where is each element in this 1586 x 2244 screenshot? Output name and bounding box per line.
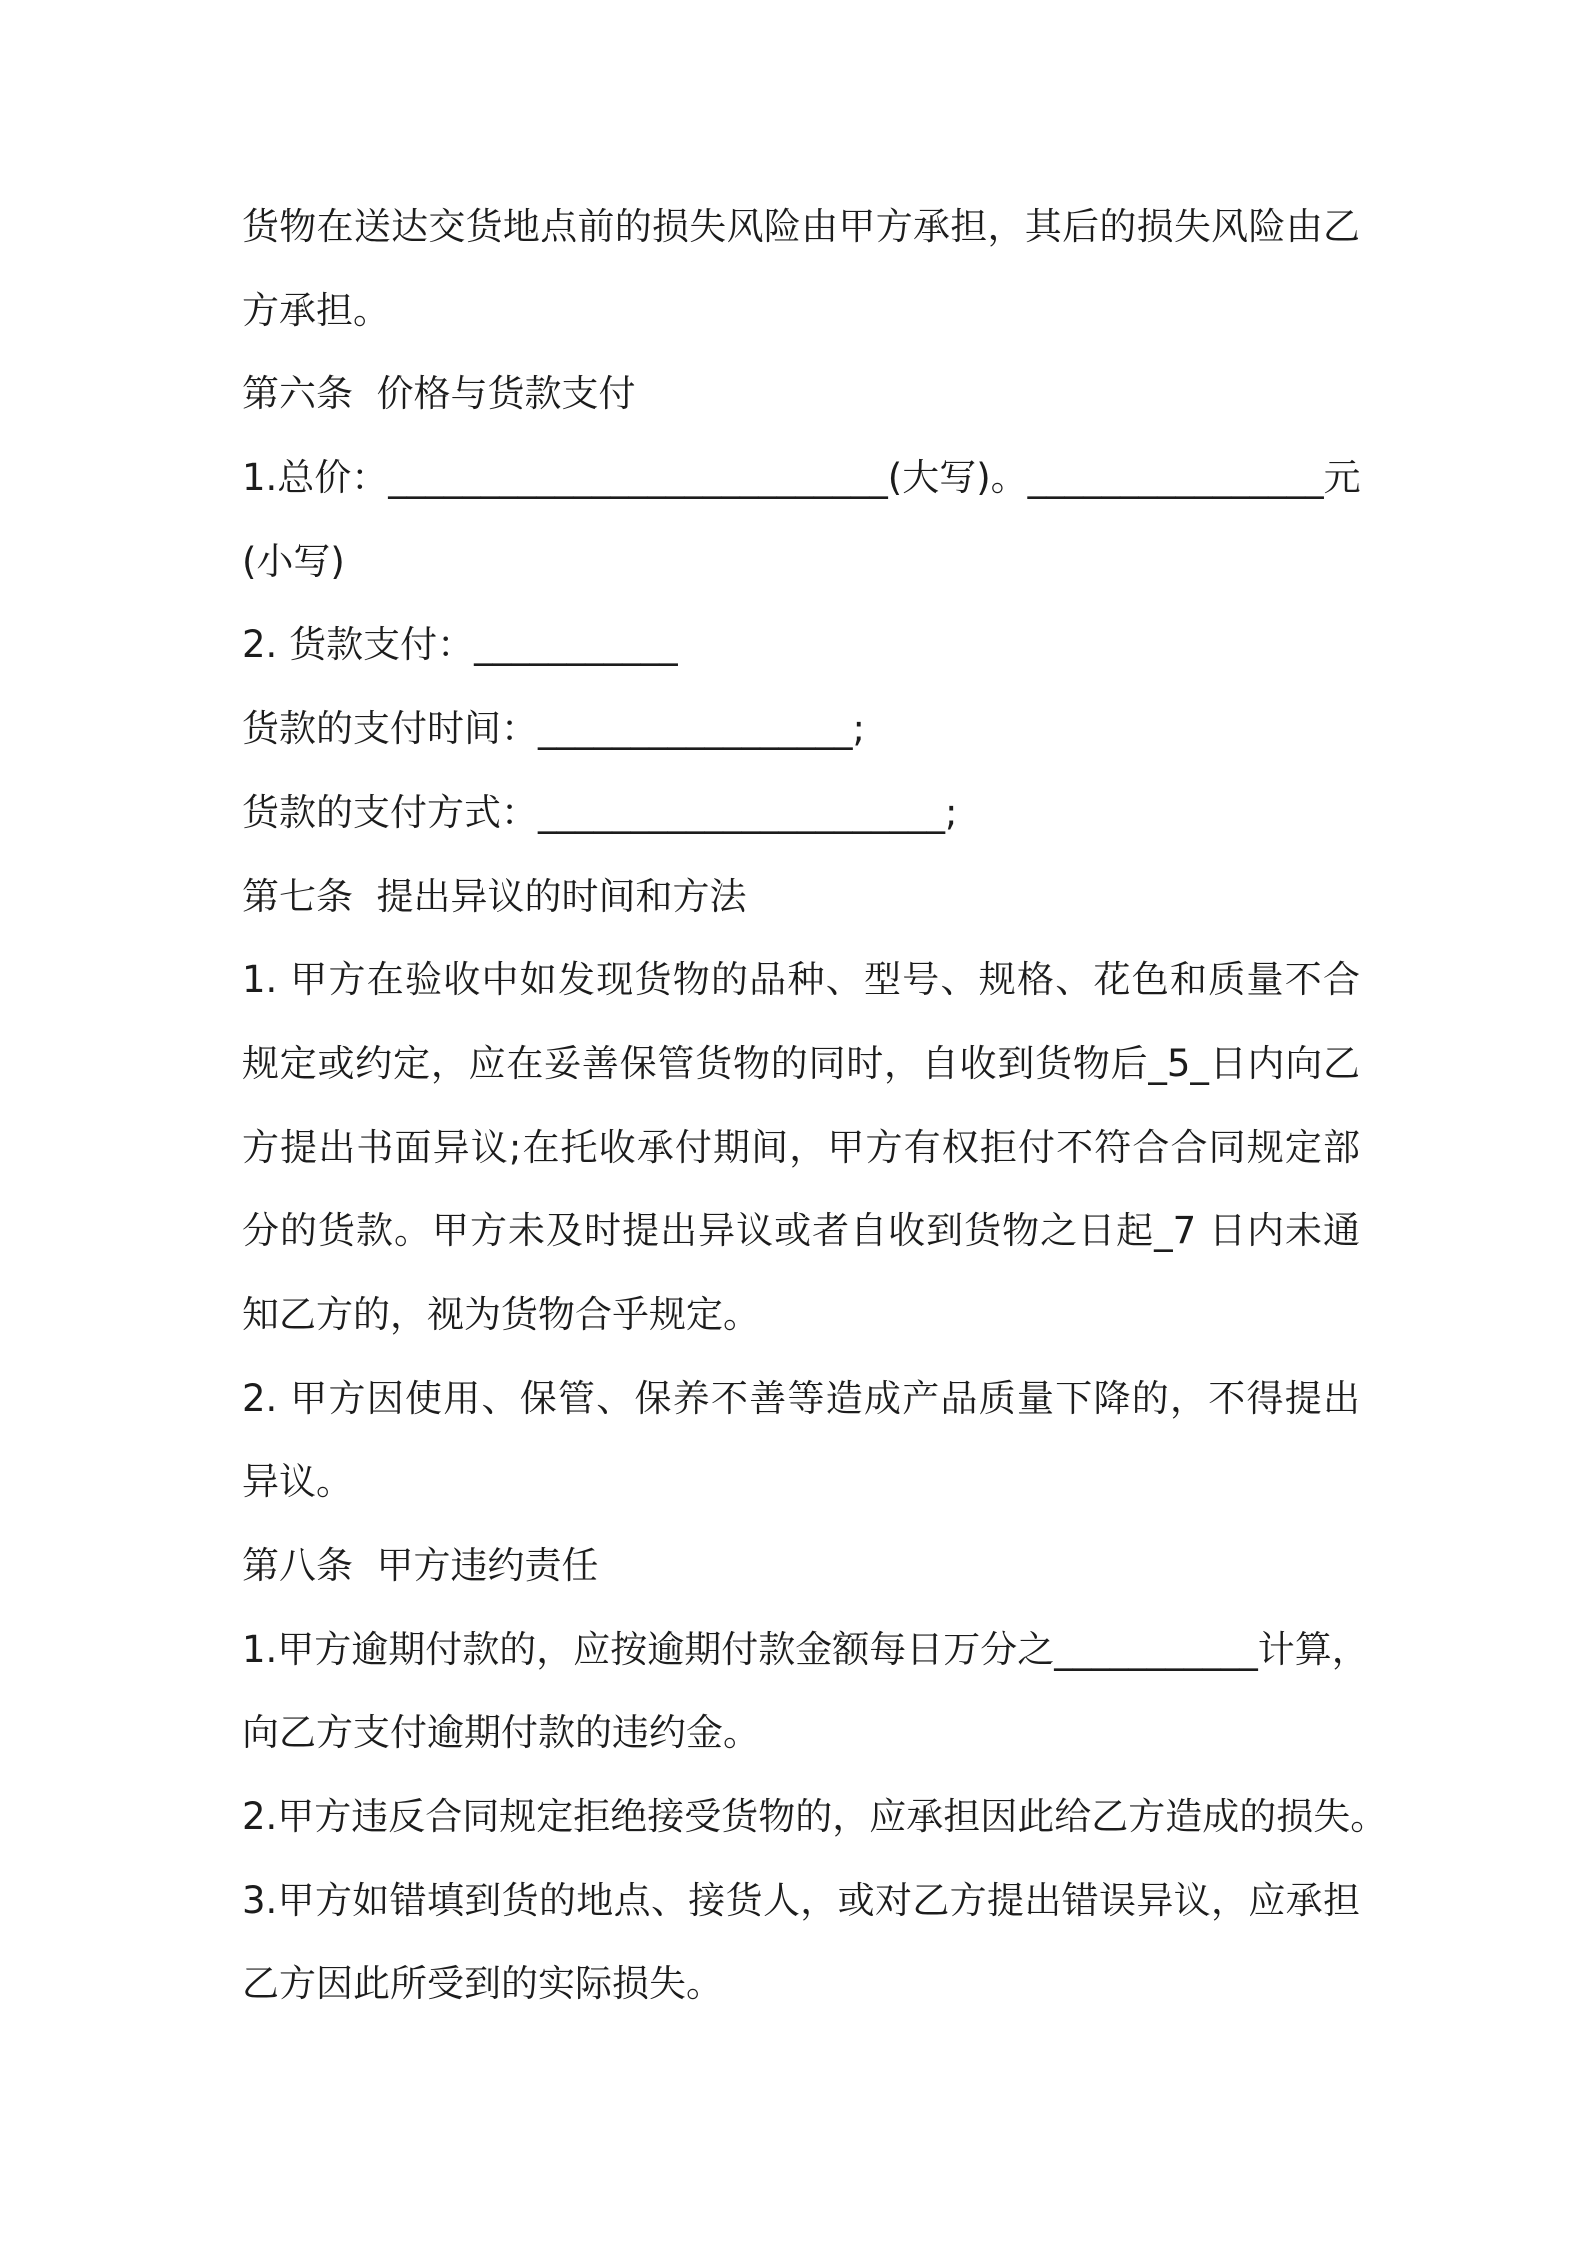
clause-7-item-1-line: 方提出书面异议;在托收承付期间，甲方有权拒付不符合合同规定部 xyxy=(242,1125,1360,1169)
payment-time-line: 货款的支付时间：_________________; xyxy=(242,707,865,751)
total-price-line: (小写) xyxy=(242,539,345,583)
clause-7-item-1-line: 规定或约定，应在妥善保管货物的同时，自收到货物后_5_日内向乙 xyxy=(242,1041,1360,1085)
payment-method-line: 货款的支付方式：______________________; xyxy=(242,790,958,834)
clause-7-heading: 第七条 提出异议的时间和方法 xyxy=(242,874,747,918)
clause-6-heading: 第六条 价格与货款支付 xyxy=(242,372,636,416)
clause-5-tail xyxy=(242,185,1586,352)
clause-8-item-3-line: 3.甲方如错填到货的地点、接货人，或对乙方提出错误异议，应承担 xyxy=(242,1878,1360,1922)
clause-8-item-3-line: 乙方因此所受到的实际损失。 xyxy=(242,1962,723,2006)
clause-6 xyxy=(242,352,1586,854)
clause-7-item-1-line: 分的货款。甲方未及时提出异议或者自收到货物之日起_7 日内未通 xyxy=(242,1209,1360,1253)
clause-8-item-2-line: 2.甲方违反合同规定拒绝接受货物的，应承担因此给乙方造成的损失。 xyxy=(242,1795,1388,1839)
clause-7-item-1-line: 知乙方的，视为货物合乎规定。 xyxy=(242,1292,760,1336)
payment-line: 2. 货款支付：___________ xyxy=(242,623,678,667)
clause-7-item-1-line: 1. 甲方在验收中如发现货物的品种、型号、规格、花色和质量不合 xyxy=(242,958,1360,1002)
clause-8-item-1-line: 1.甲方逾期付款的，应按逾期付款金额每日万分之___________计算， xyxy=(242,1627,1369,1671)
total-price-line: 1.总价：___________________________(大写)。________________元 xyxy=(242,456,1361,500)
clause-8 xyxy=(242,1524,1586,2026)
clause-7-item-2-line: 2. 甲方因使用、保管、保养不善等造成产品质量下降的，不得提出 xyxy=(242,1376,1360,1420)
clause-8-heading: 第八条 甲方违约责任 xyxy=(242,1544,599,1587)
clause-5-tail-line: 货物在送达交货地点前的损失风险由甲方承担，其后的损失风险由乙 xyxy=(242,205,1360,248)
clause-8-item-1-line: 向乙方支付逾期付款的违约金。 xyxy=(242,1711,760,1755)
clause-7 xyxy=(242,855,1586,1525)
clause-7-item-2-line: 异议。 xyxy=(242,1460,353,1504)
clause-5-tail-line: 方承担。 xyxy=(242,288,390,332)
